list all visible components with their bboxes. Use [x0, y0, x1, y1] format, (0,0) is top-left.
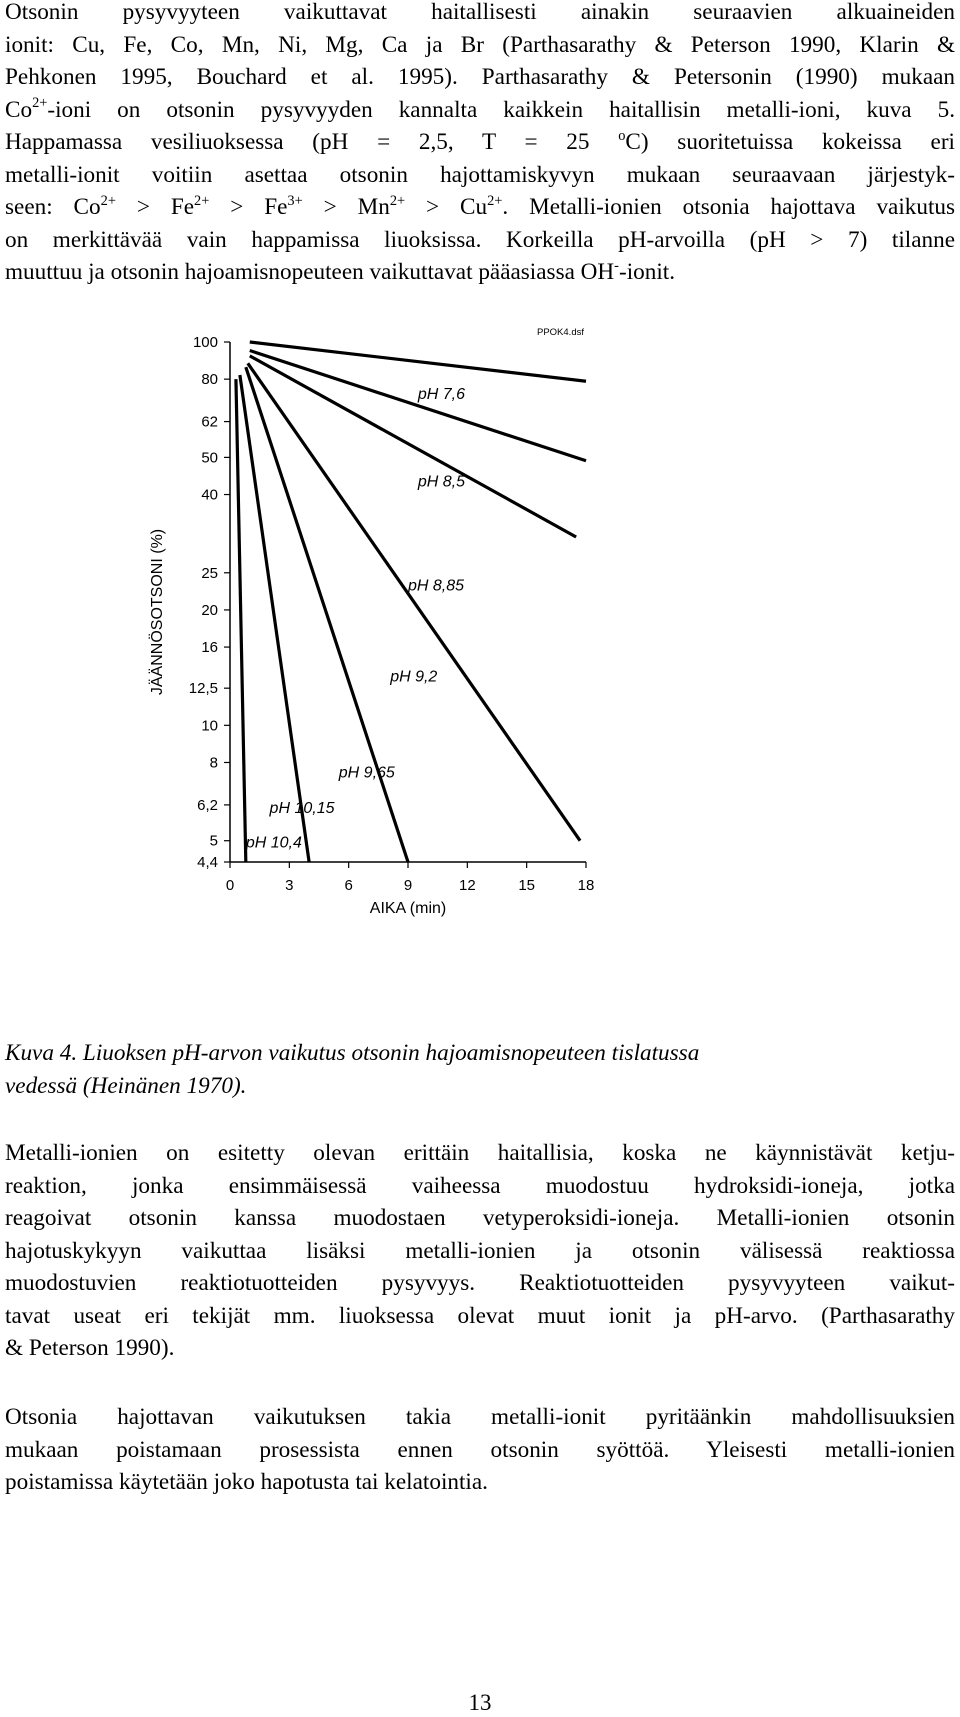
text-line: on merkittävää vain happamissa liuoksissa. Korkeilla pH-arvoilla (pH > 7) tilanne	[5, 226, 955, 253]
series-label: pH 8,85	[408, 577, 465, 595]
series-line	[246, 367, 408, 862]
y-tick-label: 16	[201, 639, 218, 657]
series-line	[248, 363, 580, 840]
paragraph-metal-removal	[5, 1401, 955, 1499]
text-line: $Co^{2+}$-ioni on otsonin pysyvyyden kannalta kaikkein haitallisin metalli-ioni, kuva 5.	[5, 95, 955, 123]
ozone-decay-chart	[0, 327, 960, 1005]
caption-line: Kuva 4. Liuoksen pH-arvon vaikutus otsonin hajoamisnopeuteen tislatussa	[5, 1040, 700, 1066]
text-line: tavat useat eri tekijät mm. liuoksessa olevat muut ionit ja pH-arvo. (Parthasarathy	[5, 1302, 955, 1329]
y-tick-label: 8	[209, 754, 218, 772]
text-line: Happamassa vesiliuoksessa (pH = 2,5, T = 25 $^o$C) suoritetuissa kokeissa eri	[5, 127, 955, 155]
y-tick-label: 5	[209, 832, 218, 850]
x-tick-label: 0	[225, 877, 235, 894]
series-label: pH 7,6	[417, 386, 466, 404]
text-line: reagoivat otsonin kanssa muodostaen vetyperoksidi-ioneja. Metalli-ionien otsonin	[5, 1205, 955, 1231]
series-line	[236, 379, 246, 862]
x-tick-label: 18	[577, 877, 595, 894]
y-axis-label: JÄÄNNÖSOTSONI (%)	[149, 528, 166, 696]
y-tick-label: 62	[201, 413, 218, 431]
series-line	[250, 351, 586, 461]
chart-source-label: PPOK4.dsf	[537, 327, 584, 338]
x-axis-label: AIKA (min)	[369, 900, 447, 917]
y-tick-label: 12,5	[188, 680, 218, 698]
text-line: Pehkonen 1995, Bouchard et al. 1995). Parthasarathy & Petersonin (1990) mukaan	[5, 64, 955, 90]
text-line: Otsonia hajottavan vaikutuksen takia metalli-ionit pyritäänkin mahdollisuuksien	[5, 1404, 955, 1430]
page-number: 13	[468, 1690, 492, 1715]
series-label: pH 9,65	[338, 764, 395, 782]
text-line: ionit: Cu, Fe, Co, Mn, Ni, Mg, Ca ja Br (Parthasarathy & Peterson 1990, Klarin &	[5, 31, 955, 58]
text-line: mukaan poistamaan prosessista ennen otsonin syöttöä. Yleisesti metalli-ionien	[5, 1436, 955, 1463]
y-tick-label: 6,2	[197, 796, 218, 814]
x-tick-label: 12	[458, 877, 476, 894]
paragraph-ozone-stability	[5, 0, 955, 289]
text-line: muodostuvien reaktiotuotteiden pysyvyys. Reaktiotuotteiden pysyvyyteen vaikut-	[5, 1270, 955, 1296]
y-tick-label: 40	[201, 486, 218, 504]
y-tick-label: 50	[201, 449, 218, 467]
y-tick-label: 4,4	[197, 854, 218, 871]
paragraph-metal-ions	[5, 1137, 955, 1365]
text-line: seen: $Co^{2+} > Fe^{2+} > Fe^{3+} > Mn^{2+} > Cu^{2+}$. Metalli-ionien otsonia hajottava vaikutus	[5, 192, 956, 220]
y-tick-label: 10	[201, 717, 218, 735]
caption-line: vedessä (Heinänen 1970).	[5, 1072, 247, 1099]
chart-plot-area	[148, 327, 594, 917]
text-line: Metalli-ionien on esitetty olevan erittäin haitallisia, koska ne käynnistävät ketju-	[5, 1140, 955, 1166]
y-tick-label: 80	[201, 371, 218, 389]
figure-caption	[5, 1037, 955, 1102]
text-line: Otsonin pysyvyyteen vaikuttavat haitallisesti ainakin seuraavien alkuaineiden	[5, 0, 955, 25]
series-line	[250, 342, 586, 381]
series-line	[250, 356, 576, 537]
y-tick-label: 20	[201, 601, 218, 619]
text-line: metalli-ionit voitiin asettaa otsonin hajottamiskyvyn mukaan seuraavaan järjestyk-	[5, 161, 955, 188]
series-label: pH 9,2	[390, 668, 438, 686]
text-line: poistamissa käytetään joko hapotusta tai kelatointia.	[5, 1469, 488, 1495]
x-tick-label: 9	[403, 877, 413, 894]
x-tick-label: 15	[518, 877, 536, 894]
text-line: hajotuskykyyn vaikuttaa lisäksi metalli-ionien ja otsonin välisessä reaktiossa	[5, 1237, 955, 1264]
text-line: reaktion, jonka ensimmäisessä vaiheessa muodostuu hydroksidi-ioneja, jotka	[5, 1172, 955, 1199]
y-tick-label: 25	[201, 564, 218, 582]
y-tick-label: 100	[192, 334, 218, 351]
text-line: muuttuu ja otsonin hajoamisnopeuteen vaikuttavat pääasiassa OH--ionit.	[5, 257, 676, 285]
series-line	[240, 375, 309, 862]
x-tick-label: 6	[344, 877, 353, 894]
series-label: pH 10,4	[245, 834, 302, 852]
series-label: pH 10,15	[269, 800, 335, 818]
series-label: pH 8,5	[417, 473, 466, 491]
text-line: & Peterson 1990).	[5, 1335, 175, 1361]
x-tick-label: 3	[285, 877, 294, 894]
